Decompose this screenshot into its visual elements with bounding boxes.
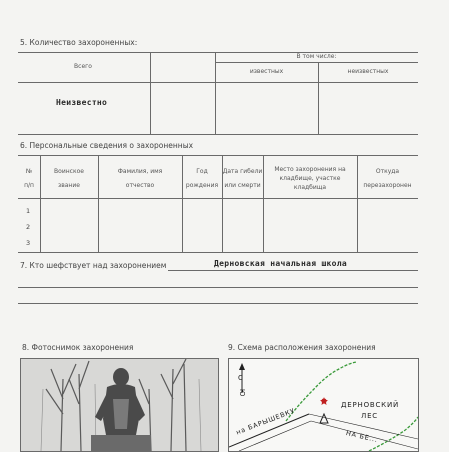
hdr-num-2: п/п — [24, 182, 34, 189]
col-total-header: Всего — [74, 63, 92, 70]
hdr-from-1: Откуда — [375, 168, 400, 175]
section7-title: 7. Кто шефствует над захоронением — [20, 261, 167, 270]
table-row-number: 1 — [26, 207, 31, 215]
hdr-name-1: Фамилия, имя — [117, 168, 163, 175]
section6-title: 6. Персональные сведения о захороненных — [20, 141, 194, 150]
section8-title: 8. Фотоснимок захоронения — [22, 343, 134, 352]
hdr-birth-2: рождения — [185, 182, 219, 189]
blank-line — [18, 287, 418, 288]
patron-value-stamp: Дерновская начальная школа — [214, 259, 348, 268]
col-known-header: известных — [249, 68, 284, 75]
hdr-place-2: кладбище, участке — [279, 175, 341, 182]
forest-label-2: ЛЕС — [361, 412, 378, 420]
north-label: С — [238, 374, 244, 382]
hdr-place-1: Место захоронения на — [274, 166, 346, 173]
road-label-2: НА БЕ... — [345, 429, 379, 445]
hdr-name-2: отчество — [125, 182, 155, 189]
section5-title: 5. Количество захороненных: — [20, 38, 138, 47]
forest-label-1: ДЕРНОВСКИЙ — [341, 401, 400, 409]
hdr-rank-2: звание — [58, 182, 80, 189]
table-row-number: 2 — [26, 223, 31, 231]
section9-title: 9. Схема расположения захоронения — [228, 343, 376, 352]
hdr-death-1: Дата гибели — [222, 168, 263, 175]
south-label: Ю — [238, 388, 247, 398]
col-including-header: В том числе: — [296, 53, 337, 60]
total-value-stamp: Неизвестно — [56, 98, 108, 107]
grave-photo — [20, 358, 219, 452]
road-label-1: на БАРЫШЕВКУ — [235, 406, 297, 437]
hdr-num-1: № — [25, 168, 33, 175]
hdr-birth-1: Год — [196, 168, 208, 175]
hdr-rank-1: Воинское — [54, 168, 84, 175]
hdr-death-2: или смерти — [224, 182, 261, 189]
location-scheme — [228, 358, 419, 452]
blank-line — [18, 303, 418, 304]
col-unknown-header: неизвестных — [347, 68, 389, 75]
hdr-place-3: кладбища — [293, 184, 327, 191]
patron-underline — [168, 270, 418, 271]
hdr-from-2: перезахоронен — [363, 182, 412, 189]
table-row-number: 3 — [26, 239, 31, 247]
